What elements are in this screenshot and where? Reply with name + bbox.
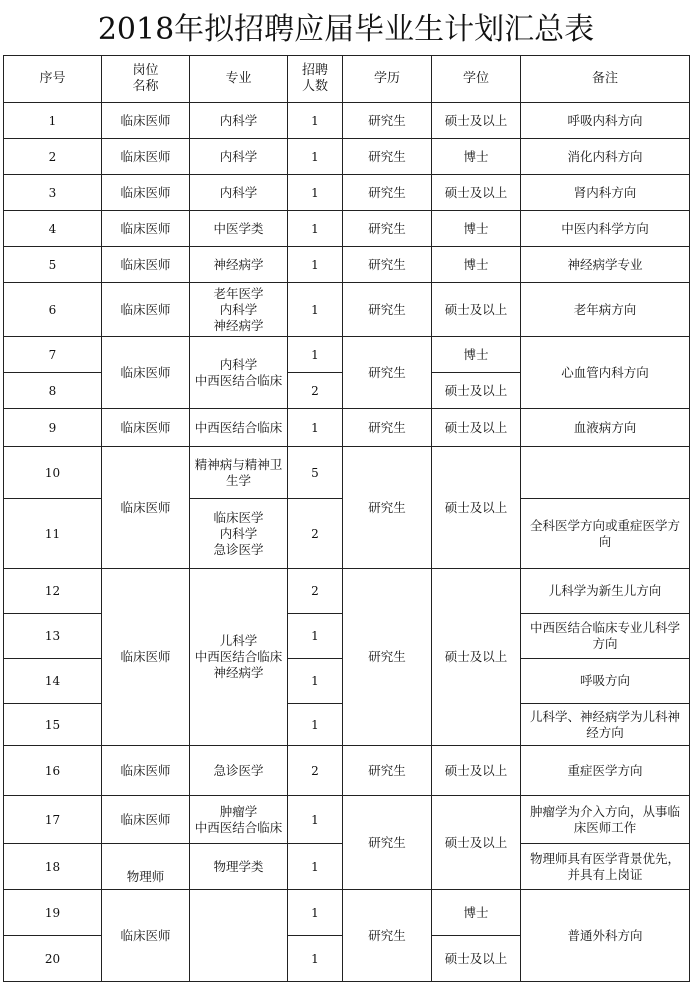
education-cell: 研究生 — [343, 337, 432, 409]
position-cell: 临床医师 — [102, 569, 190, 746]
major-line: 中西医结合临床 — [194, 372, 283, 388]
count-cell: 2 — [288, 373, 343, 409]
count-cell: 1 — [288, 283, 343, 337]
table-row — [4, 796, 690, 844]
header-position-line2: 名称 — [132, 79, 159, 94]
remark-cell: 中西医结合临床专业儿科学方向 — [521, 614, 690, 659]
major-line: 儿科学 — [219, 633, 258, 648]
degree-cell: 硕士及以上 — [432, 409, 521, 447]
table-row — [4, 283, 690, 337]
education-cell: 研究生 — [343, 569, 432, 746]
count-cell: 2 — [288, 746, 343, 796]
major-line: 临床医学 — [213, 509, 264, 525]
seq-cell: 11 — [4, 499, 102, 569]
count-cell: 1 — [288, 175, 343, 211]
degree-cell: 硕士及以上 — [432, 103, 521, 139]
seq-cell: 9 — [4, 409, 102, 447]
header-count-line2: 人数 — [301, 79, 328, 94]
seq-cell: 8 — [4, 373, 102, 409]
remark-cell: 肿瘤学为介入方向，从事临床医师工作 — [521, 796, 690, 844]
major-line: 内科学 — [219, 301, 258, 317]
degree-cell: 硕士及以上 — [432, 447, 521, 569]
education-cell: 研究生 — [343, 283, 432, 337]
major-cell: 内科学 — [190, 175, 288, 211]
degree-cell: 博士 — [432, 247, 521, 283]
education-cell: 研究生 — [343, 247, 432, 283]
degree-cell: 博士 — [432, 337, 521, 373]
count-cell: 2 — [288, 569, 343, 614]
remark-cell: 儿科学、神经病学为儿科神经方向 — [521, 704, 690, 746]
position-cell: 物理师 — [102, 844, 190, 890]
major-line: 急诊医学 — [213, 541, 264, 557]
remark-cell: 中医内科学方向 — [521, 211, 690, 247]
major-line: 生学 — [225, 472, 251, 488]
major-cell — [190, 499, 288, 569]
major-cell: 物理学类 — [190, 844, 288, 890]
table-row — [4, 447, 690, 499]
page-title: 2018年拟招聘应届毕业生计划汇总表 — [97, 12, 595, 47]
count-cell: 1 — [288, 844, 343, 890]
header-seq: 序号 — [4, 56, 102, 103]
degree-cell: 博士 — [432, 139, 521, 175]
degree-cell: 硕士及以上 — [432, 936, 521, 982]
major-line: 中西医结合临床 — [194, 819, 283, 835]
position-cell: 临床医师 — [102, 409, 190, 447]
degree-cell: 硕士及以上 — [432, 569, 521, 746]
position-cell: 临床医师 — [102, 746, 190, 796]
major-cell: 急诊医学 — [190, 746, 288, 796]
education-cell: 研究生 — [343, 746, 432, 796]
header-major: 专业 — [190, 56, 288, 103]
education-cell: 研究生 — [343, 796, 432, 890]
position-cell: 临床医师 — [102, 175, 190, 211]
major-cell — [190, 796, 288, 844]
seq-cell: 13 — [4, 614, 102, 659]
position-cell: 临床医师 — [102, 211, 190, 247]
seq-cell: 3 — [4, 175, 102, 211]
header-position-line1: 岗位 — [132, 63, 159, 78]
major-cell: 内科学 — [190, 103, 288, 139]
remark-cell: 肾内科方向 — [521, 175, 690, 211]
count-cell: 5 — [288, 447, 343, 499]
table-row — [4, 569, 690, 614]
degree-cell: 硕士及以上 — [432, 283, 521, 337]
table-row — [4, 175, 690, 211]
education-cell: 研究生 — [343, 890, 432, 982]
major-cell — [190, 890, 288, 982]
count-cell: 1 — [288, 211, 343, 247]
count-cell: 1 — [288, 139, 343, 175]
count-cell: 2 — [288, 499, 343, 569]
seq-cell: 20 — [4, 936, 102, 982]
major-line: 肿瘤学 — [219, 803, 258, 819]
position-cell: 临床医师 — [102, 796, 190, 844]
position-cell: 临床医师 — [102, 283, 190, 337]
position-cell: 临床医师 — [102, 247, 190, 283]
remark-cell: 老年病方向 — [521, 283, 690, 337]
major-cell — [190, 337, 288, 409]
table-row — [4, 103, 690, 139]
education-cell: 研究生 — [343, 211, 432, 247]
seq-cell: 19 — [4, 890, 102, 936]
position-cell: 临床医师 — [102, 890, 190, 982]
seq-cell: 16 — [4, 746, 102, 796]
major-line: 内科学 — [219, 525, 258, 541]
count-cell: 1 — [288, 796, 343, 844]
seq-cell: 18 — [4, 844, 102, 890]
seq-cell: 1 — [4, 103, 102, 139]
major-cell: 内科学 — [190, 139, 288, 175]
remark-cell: 儿科学为新生儿方向 — [521, 569, 690, 614]
seq-cell: 14 — [4, 659, 102, 704]
remark-cell: 重症医学方向 — [521, 746, 690, 796]
degree-cell: 硕士及以上 — [432, 746, 521, 796]
remark-cell: 全科医学方向或重症医学方向 — [521, 499, 690, 569]
major-line: 神经病学 — [213, 665, 264, 680]
seq-cell: 5 — [4, 247, 102, 283]
header-count-line1: 招聘 — [301, 63, 328, 78]
education-cell: 研究生 — [343, 447, 432, 569]
remark-cell: 普通外科方向 — [521, 890, 690, 982]
seq-cell: 4 — [4, 211, 102, 247]
header-count — [288, 56, 343, 103]
remark-cell: 呼吸内科方向 — [521, 103, 690, 139]
table-row — [4, 746, 690, 796]
seq-cell: 15 — [4, 704, 102, 746]
position-cell: 临床医师 — [102, 139, 190, 175]
major-line: 中西医结合临床 — [194, 649, 283, 664]
degree-cell: 硕士及以上 — [432, 373, 521, 409]
remark-cell: 消化内科方向 — [521, 139, 690, 175]
count-cell: 1 — [288, 409, 343, 447]
education-cell: 研究生 — [343, 409, 432, 447]
remark-cell: 心血管内科方向 — [521, 337, 690, 409]
major-cell — [190, 447, 288, 499]
table-row — [4, 890, 690, 936]
header-remark: 备注 — [521, 56, 690, 103]
seq-cell: 10 — [4, 447, 102, 499]
degree-cell: 博士 — [432, 890, 521, 936]
header-degree: 学位 — [432, 56, 521, 103]
count-cell: 1 — [288, 890, 343, 936]
count-cell: 1 — [288, 659, 343, 704]
remark-cell: 血液病方向 — [521, 409, 690, 447]
degree-cell: 硕士及以上 — [432, 175, 521, 211]
table-row — [4, 409, 690, 447]
degree-cell: 硕士及以上 — [432, 796, 521, 890]
remark-cell: 物理师具有医学背景优先，并具有上岗证 — [521, 844, 690, 890]
degree-cell: 博士 — [432, 211, 521, 247]
table-row — [4, 211, 690, 247]
remark-cell — [521, 447, 690, 499]
header-row — [4, 56, 690, 103]
count-cell: 1 — [288, 337, 343, 373]
count-cell: 1 — [288, 704, 343, 746]
recruitment-plan-table — [3, 55, 690, 982]
major-line: 老年医学 — [213, 285, 264, 301]
count-cell: 1 — [288, 936, 343, 982]
header-education: 学历 — [343, 56, 432, 103]
education-cell: 研究生 — [343, 175, 432, 211]
seq-cell: 2 — [4, 139, 102, 175]
header-position — [102, 56, 190, 103]
education-cell: 研究生 — [343, 139, 432, 175]
major-cell: 中西医结合临床 — [190, 409, 288, 447]
major-line: 内科学 — [219, 356, 258, 372]
major-cell: 神经病学 — [190, 247, 288, 283]
major-line: 精神病与精神卫 — [194, 456, 283, 472]
position-cell: 临床医师 — [102, 103, 190, 139]
major-cell — [190, 569, 288, 746]
table-row — [4, 247, 690, 283]
seq-cell: 12 — [4, 569, 102, 614]
count-cell: 1 — [288, 614, 343, 659]
table-row — [4, 337, 690, 373]
count-cell: 1 — [288, 103, 343, 139]
position-cell: 临床医师 — [102, 337, 190, 409]
seq-cell: 17 — [4, 796, 102, 844]
education-cell: 研究生 — [343, 103, 432, 139]
major-cell — [190, 283, 288, 337]
major-cell: 中医学类 — [190, 211, 288, 247]
table-row — [4, 139, 690, 175]
remark-cell: 呼吸方向 — [521, 659, 690, 704]
remark-cell: 神经病学专业 — [521, 247, 690, 283]
seq-cell: 7 — [4, 337, 102, 373]
position-cell: 临床医师 — [102, 447, 190, 569]
count-cell: 1 — [288, 247, 343, 283]
major-line: 神经病学 — [213, 317, 264, 333]
seq-cell: 6 — [4, 283, 102, 337]
